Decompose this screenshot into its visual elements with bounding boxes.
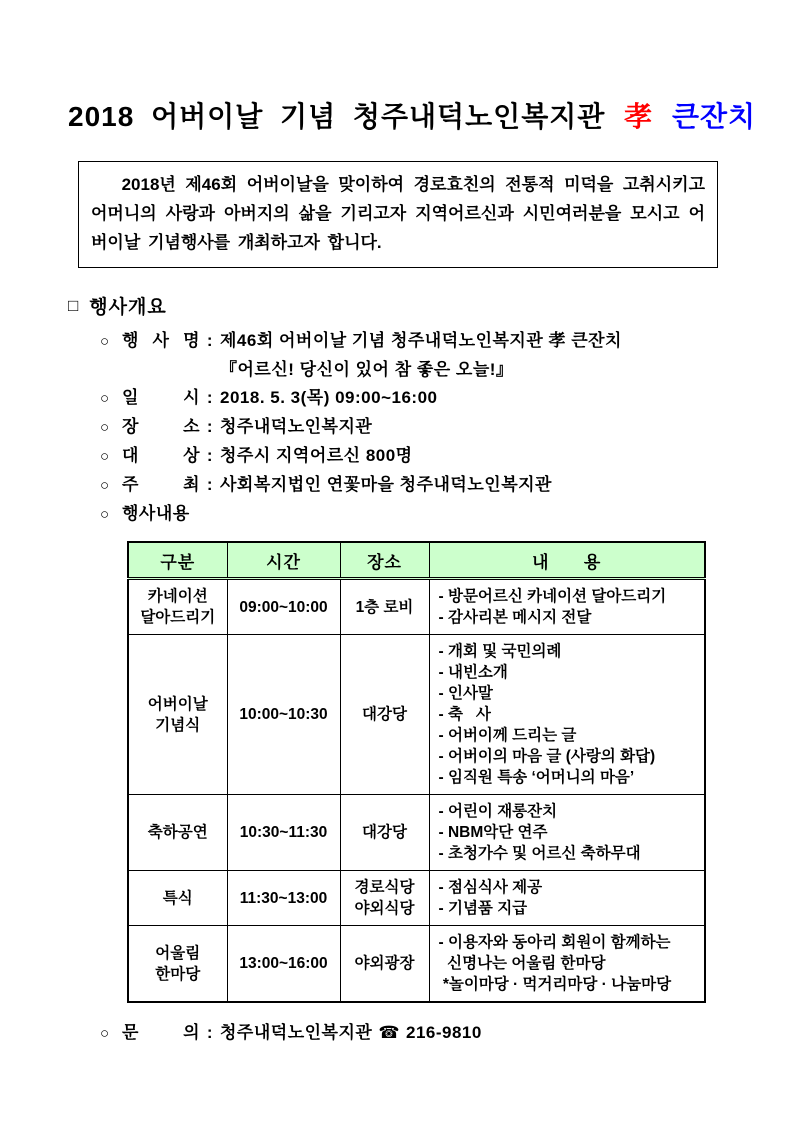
cell-details [429, 871, 705, 926]
cell-line: - 이용자와 동아리 회원이 함께하는 [438, 934, 671, 951]
cell-line: 축하공연 [147, 824, 208, 841]
cell-place [340, 579, 429, 635]
cell-line: 야외광장 [354, 955, 415, 972]
list-item-place [100, 413, 736, 442]
cell-category [128, 635, 227, 795]
cell-line: - 초청가수 및 어르신 축하무대 [438, 845, 641, 862]
column-header-place: 장소 [340, 542, 429, 579]
cell-line: 한마당 [155, 965, 201, 983]
circle-bullet-icon: ○ [100, 419, 110, 436]
cell-category [128, 871, 227, 926]
title-feast: 큰잔치 [671, 101, 757, 132]
circle-bullet-icon: ○ [100, 390, 110, 407]
item-value: 청주내덕노인복지관 [220, 417, 373, 436]
cell-line: 어버이날 [147, 695, 208, 713]
cell-line: 09:00~10:00 [239, 598, 328, 616]
circle-bullet-icon: ○ [100, 448, 110, 465]
item-colon: : [206, 388, 214, 407]
list-item-date [100, 384, 736, 413]
cell-line: - 개회 및 국민의례 [438, 643, 562, 660]
item-label: 대 상 [122, 446, 200, 465]
table-row [128, 871, 705, 926]
cell-line: 10:00~10:30 [239, 706, 328, 723]
cell-place [340, 635, 429, 795]
cell-line: 특식 [162, 889, 193, 907]
cell-line: - 인사말 [438, 685, 493, 702]
cell-line: 기념식 [155, 716, 201, 734]
cell-line: - 어버이께 드리는 글 [438, 727, 577, 744]
title-main: 2018 어버이날 기념 청주내덕노인복지관 [68, 101, 606, 132]
item-colon: : [206, 331, 214, 350]
item-label: 행사내용 [122, 504, 190, 523]
section-heading-overview [68, 292, 736, 319]
circle-bullet-icon: ○ [100, 506, 110, 523]
column-header-content: 내 용 [429, 542, 705, 579]
item-label: 행 사 명 [122, 331, 200, 350]
column-header-time: 시간 [227, 542, 340, 579]
cell-line: - 어버이의 마음 글 (사랑의 화답) [438, 748, 656, 765]
list-item-contact [100, 1019, 736, 1048]
schedule-table [127, 541, 706, 1003]
table-row [128, 795, 705, 871]
list-item-program [100, 500, 736, 529]
cell-time [227, 795, 340, 871]
cell-details [429, 579, 705, 635]
cell-line: 어울림 [155, 944, 201, 962]
cell-time [227, 871, 340, 926]
cell-place [340, 926, 429, 1003]
circle-bullet-icon: ○ [100, 333, 110, 350]
cell-details [429, 635, 705, 795]
contact-number: 216-9810 [406, 1023, 482, 1042]
cell-line: - 감사리본 메시지 전달 [438, 609, 592, 626]
cell-time [227, 926, 340, 1003]
cell-line: 13:00~16:00 [239, 955, 328, 972]
item-colon: : [206, 446, 214, 465]
item-value: 2018. 5. 3(목) 09:00~16:00 [220, 388, 438, 407]
item-colon: : [206, 475, 214, 494]
event-slogan: 『어르신! 당신이 있어 참 좋은 오늘!』 [220, 360, 514, 379]
item-value: 사회복지법인 연꽃마을 청주내덕노인복지관 [220, 475, 552, 494]
item-label: 문 의 [122, 1023, 200, 1042]
cell-line: 11:30~13:00 [239, 889, 328, 907]
cell-details [429, 926, 705, 1003]
schedule-table-body [128, 579, 705, 1003]
square-bullet-icon: □ [68, 295, 80, 315]
item-label: 장 소 [122, 417, 200, 436]
cell-details [429, 795, 705, 871]
cell-line: - NBM악단 연주 [438, 824, 548, 841]
cell-category [128, 795, 227, 871]
cell-line: 경로식당 [354, 879, 415, 896]
list-item-event-name [100, 327, 736, 356]
column-header-category: 구분 [128, 542, 227, 579]
cell-line: 10:30~11:30 [239, 824, 328, 841]
cell-line: - 축 사 [438, 706, 491, 723]
list-item-target [100, 442, 736, 471]
item-value: 청주시 지역어르신 800명 [220, 446, 413, 465]
cell-line: - 기념품 지급 [438, 900, 528, 917]
item-label: 주 최 [122, 475, 200, 494]
cell-line: - 임직원 특송 ‘어머니의 마음’ [438, 769, 635, 786]
item-value: 제46회 어버이날 기념 청주내덕노인복지관 孝 큰잔치 [220, 331, 622, 350]
table-row [128, 926, 705, 1003]
cell-line: 대강당 [362, 706, 407, 723]
cell-line: - 어린이 재롱잔치 [438, 803, 558, 820]
cell-place [340, 795, 429, 871]
cell-category [128, 926, 227, 1003]
cell-line: 달아드리기 [140, 609, 216, 626]
cell-line: - 점심식사 제공 [438, 879, 543, 896]
cell-line: 대강당 [362, 824, 407, 841]
cell-place [340, 871, 429, 926]
cell-line: 야외식당 [354, 900, 415, 917]
table-header-row [128, 542, 705, 579]
item-colon: : [206, 1023, 214, 1042]
cell-line: 1층 로비 [355, 598, 414, 616]
overview-list [100, 327, 736, 529]
cell-line: 신명나는 어울림 한마당 [438, 955, 606, 972]
cell-line: - 내빈소개 [438, 664, 508, 681]
cell-time [227, 635, 340, 795]
contact-org: 청주내덕노인복지관 [220, 1023, 373, 1042]
list-item-host [100, 471, 736, 500]
cell-line: 카네이션 [147, 588, 208, 605]
item-colon: : [206, 417, 214, 436]
circle-bullet-icon: ○ [100, 477, 110, 494]
cell-line: - 방문어르신 카네이션 달아드리기 [438, 588, 667, 605]
page-title [68, 95, 757, 135]
contact-line-wrap [100, 1019, 736, 1048]
section-title: 행사개요 [89, 297, 167, 318]
intro-paragraph: 2018년 제46회 어버이날을 맞이하여 경로효친의 전통적 미덕을 고취시키고 어머니의 사랑과 아버지의 삶을 기리고자 지역어르신과 시민여러분을 모시고 어버이날 기념행사를 개최하고자 합니다. [91, 175, 705, 252]
phone-icon: ☎ [378, 1023, 400, 1042]
cell-time [227, 579, 340, 635]
table-row [128, 635, 705, 795]
cell-line: *놀이마당 · 먹거리마당 · 나눔마당 [438, 976, 672, 993]
intro-box [78, 161, 718, 268]
circle-bullet-icon: ○ [100, 1025, 110, 1042]
table-row [128, 579, 705, 635]
cell-category [128, 579, 227, 635]
item-label: 일 시 [122, 388, 200, 407]
title-hyo-character: 孝 [624, 101, 654, 132]
